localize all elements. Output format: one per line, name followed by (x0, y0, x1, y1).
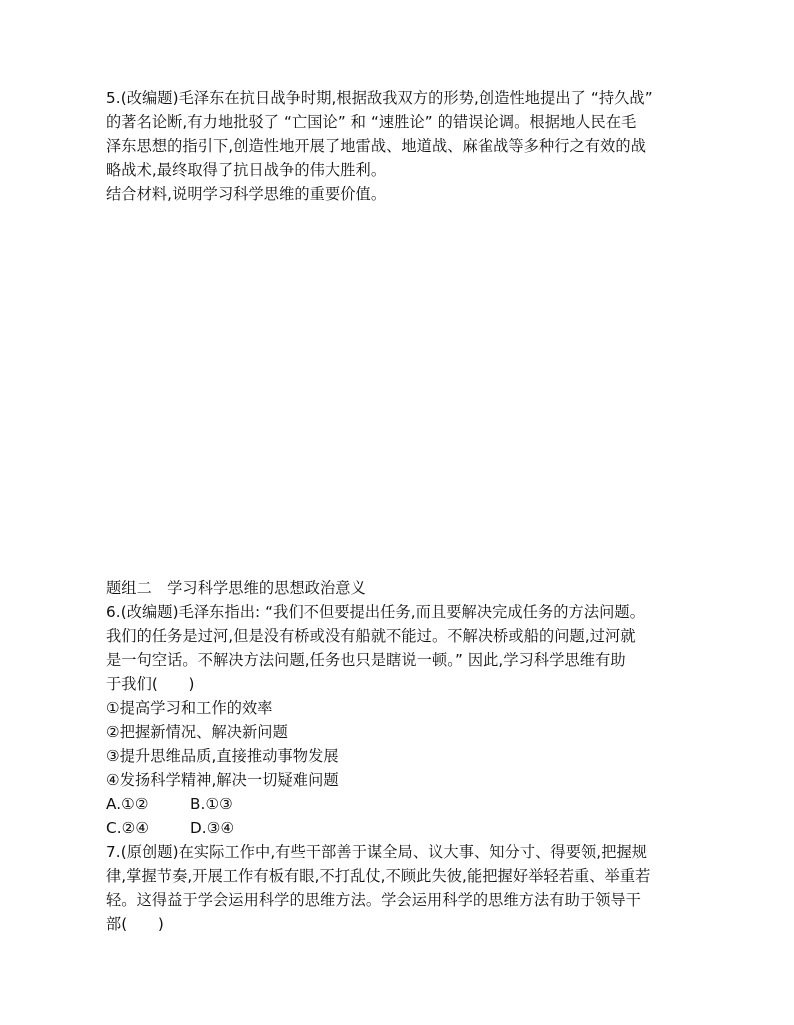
question-6-line: 6.(改编题)毛泽东指出: “我们不但要提出任务,而且要解决完成任务的方法问题。 (106, 603, 645, 621)
question-5-line: 的著名论断,有力地批驳了 “亡国论” 和 “速胜论” 的错误论调。根据地人民在毛 (106, 113, 637, 131)
question-6-item-2: ②把握新情况、解决新问题 (106, 723, 288, 741)
question-6-line: 我们的任务是过河,但是没有桥或没有船就不能过。不解决桥或船的问题,过河就 (106, 627, 636, 645)
question-5 (106, 86, 706, 206)
question-7-line: 部( ) (106, 915, 164, 933)
question-7-line: 轻。这得益于学会运用科学的思维方法。学会运用科学的思维方法有助于领导干 (106, 891, 642, 909)
option-a: A.①② (106, 795, 149, 813)
question-7-line: 7.(原创题)在实际工作中,有些干部善于谋全局、议大事、知分寸、得要领,把握规 (106, 843, 648, 861)
question-6-item-4: ④发扬科学精神,解决一切疑难问题 (106, 771, 339, 789)
question-5-line: 略战术,最终取得了抗日战争的伟大胜利。 (106, 161, 387, 179)
section-heading-group2 (106, 576, 706, 600)
question-6-line: 于我们( ) (106, 675, 195, 693)
question-5-line: 泽东思想的指引下,创造性地开展了地雷战、地道战、麻雀战等多种行之有效的战 (106, 137, 646, 155)
question-7-line: 律,掌握节奏,开展工作有板有眼,不打乱仗,不顾此失彼,能把握好举轻若重、举重若 (106, 867, 651, 885)
group2-title: 题组二 学习科学思维的思想政治意义 (106, 579, 366, 597)
question-6-line: 是一句空话。不解决方法问题,任务也只是瞎说一顿。” 因此,学习科学思维有助 (106, 651, 626, 669)
option-d: D.③④ (190, 819, 235, 837)
question-5-prompt: 结合材料,说明学习科学思维的重要价值。 (106, 185, 387, 203)
question-6-options-row-1 (106, 792, 706, 816)
option-c: C.②④ (106, 819, 150, 837)
option-b: B.①③ (190, 795, 233, 813)
question-5-line: 5.(改编题)毛泽东在抗日战争时期,根据敌我双方的形势,创造性地提出了 “持久战” (106, 89, 653, 107)
question-7 (106, 840, 706, 936)
question-6 (106, 600, 706, 840)
question-6-item-1: ①提高学习和工作的效率 (106, 699, 273, 717)
question-6-options-row-2 (106, 816, 706, 840)
question-6-item-3: ③提升思维品质,直接推动事物发展 (106, 747, 339, 765)
